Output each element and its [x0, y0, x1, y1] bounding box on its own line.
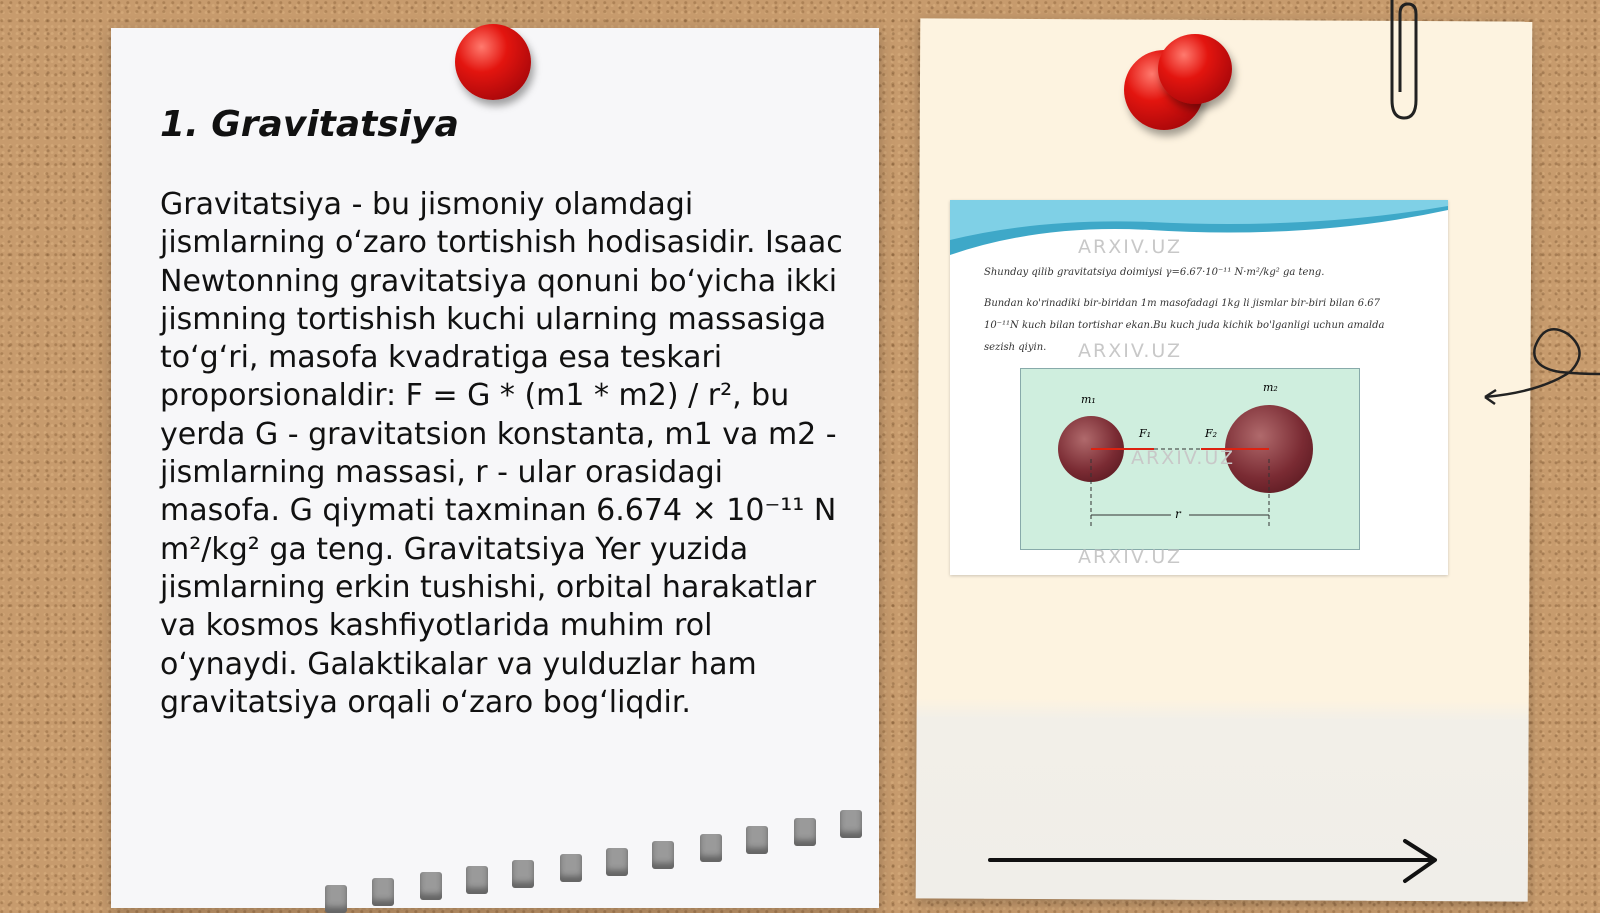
red-pin-icon — [1158, 34, 1232, 104]
body-paragraph: Gravitatsiya - bu jismoniy olamdagi jismlarning o‘zaro tortishish hodisasidir. Isaac Newtonning gravitatsiya qonuni bo‘yicha ikki jismning tortishish kuchi ularning massasiga to‘g‘ri, masofa kvadratiga esa teskari proporsionaldir: F = G * (m1 * m2) / r², bu yerda G - gravitatsion konstanta, m1 va m2 - jismlarning massasi, r - ular orasidagi masofa. G qiymati taxminan 6.674 × 10⁻¹¹ N m²/kg² ga teng. Gravitatsiya Yer yuzida jismlarning erkin tushishi, orbital harakatlar va kosmos kashfiyotlarida muhim rol o‘ynaydi. Galaktikalar va yulduzlar ham gravitatsiya orqali o‘zaro bog‘liqdir. — [160, 187, 843, 720]
loop-doodle-icon — [1480, 312, 1600, 412]
watermark-text: ARXIV.UZ — [1078, 546, 1182, 568]
watermark-text: ARXIV.UZ — [1078, 236, 1182, 258]
gravitation-figure — [950, 200, 1448, 575]
figure-text-line: 10⁻¹¹N kuch bilan tortishar ekan.Bu kuch juda kichik bo'lganligi uchun amalda — [984, 320, 1385, 331]
figure-text-line: Bundan ko'rinadiki bir-biridan 1m masofadagi 1kg li jismlar bir-biri bilan 6.67 — [984, 298, 1380, 309]
watermark-text: ARXIV.UZ — [1078, 340, 1182, 362]
f1-label: F₁ — [1139, 427, 1152, 440]
two-masses-diagram — [1020, 368, 1360, 550]
wave-banner — [950, 200, 1448, 255]
page-title: 1. Gravitatsiya — [160, 104, 459, 145]
m2-label: m₂ — [1263, 381, 1278, 394]
m1-label: m₁ — [1081, 393, 1096, 406]
figure-text-line: sezish qiyin. — [984, 342, 1047, 353]
watermark-text: ARXIV.UZ — [1131, 447, 1235, 469]
paperclip-icon — [1376, 0, 1426, 125]
r-label: r — [1175, 507, 1181, 521]
f2-label: F₂ — [1205, 427, 1218, 440]
red-pin-icon — [455, 24, 531, 100]
arrow-right-icon — [985, 838, 1445, 888]
figure-text-line: Shunday qilib gravitatsiya doimiysi γ=6.67·10⁻¹¹ N·m²/kg² ga teng. — [984, 267, 1325, 278]
